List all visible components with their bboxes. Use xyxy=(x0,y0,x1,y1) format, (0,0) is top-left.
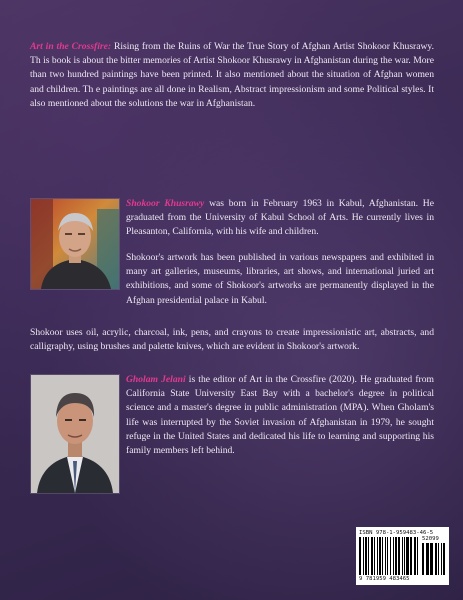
author-name: Shokoor Khusrawy xyxy=(126,198,205,209)
editor-portrait-image xyxy=(31,375,119,493)
author-portrait-image xyxy=(31,199,119,289)
techniques-paragraph xyxy=(30,326,434,354)
book-title: Art in the Crossfire: xyxy=(30,41,112,52)
price-bars xyxy=(422,543,446,575)
artwork-text: Shokoor's artwork has been published in various newspapers and exhibited in many art galleries, museums, libraries, art shows, and international juried art exhibitions, and some of Shokoor's artworks are permanently displayed in the Afghan presidential palace in Kabul. xyxy=(126,252,434,306)
ean-bars xyxy=(359,537,419,575)
book-description-text: Rising from the Ruins of War the True Story of Afghan Artist Shokoor Khusrawy. Th is book is about the bitter memories of Artist Shokoor Khusrawy in Afghanistan during the war. More than two hundred paintings have been printed. It also mentioned about the situation of Afghan women and children. Th e paintings are all done in Realism, Abstract impressionism and some Political styles. It also mentioned about the solutions the war in Afghanistan. xyxy=(30,41,435,109)
barcode-digits: 9 781959 483465 xyxy=(359,576,410,582)
editor-name: Gholam Jelani xyxy=(126,374,186,385)
editor-bio-text: is the editor of Art in the Crossfire (2020). He graduated from California State University East Bay with a bachelor's degree in political science and a master's degree in public administration (MPA). When Gholam's life was interrupted by the Soviet invasion of Afghanistan in 1979, he sought refuge in the United States and dedicated his life to learning and supporting his family members left behind. xyxy=(126,374,434,457)
isbn-number: ISBN 978-1-959483-46-5 xyxy=(359,530,434,536)
author-photo xyxy=(30,198,120,290)
author-bio xyxy=(126,197,434,240)
author-bio-text: was born in February 1963 in Kabul, Afghanistan. He graduated from the University of Kabul School of Arts. He currently lives in Pleasanton, California, with his wife and children. xyxy=(126,198,434,238)
editor-photo xyxy=(30,374,120,494)
price-code: 52099 xyxy=(422,536,439,542)
techniques-text: Shokoor uses oil, acrylic, charcoal, ink, pens, and crayons to create impressionistic art, abstracts, and calligraphy, using brushes and palette knives, which are evident in Shokoor's artwork. xyxy=(30,327,434,353)
book-description xyxy=(30,40,434,111)
artwork-paragraph xyxy=(126,251,434,308)
isbn-barcode xyxy=(356,527,449,585)
editor-bio xyxy=(126,373,434,458)
